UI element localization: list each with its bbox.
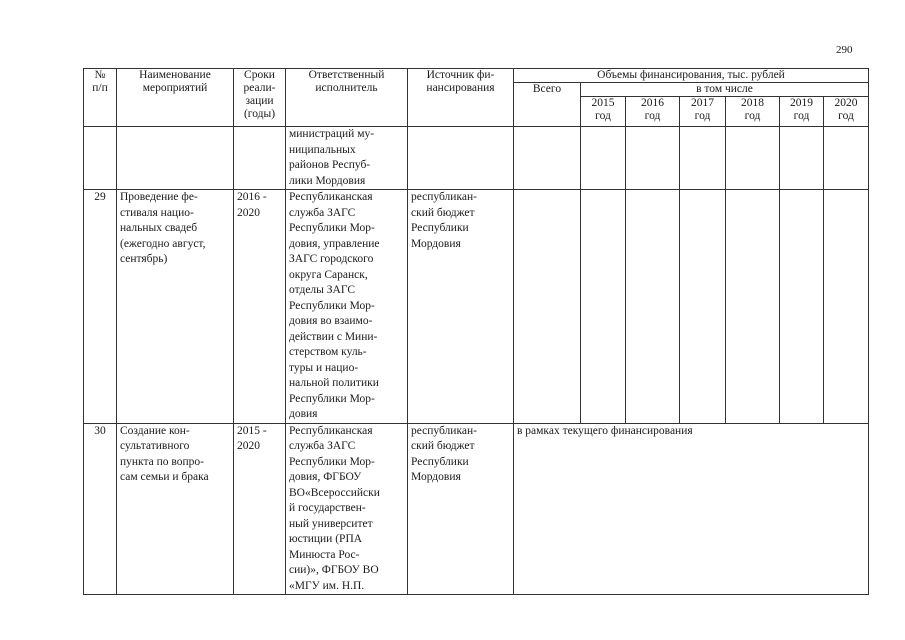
table-row [84,423,869,595]
row-year-value [581,190,626,424]
row-terms: 2015 - 2020 [234,423,286,595]
header-name: Наименование мероприятий [117,69,234,127]
row-name: Проведение фе- стиваля нацио- нальных свадеб (ежегодно август, сентябрь) [117,190,234,424]
header-terms: Сроки реали- зации (годы) [234,69,286,127]
row-year-value [824,127,869,190]
row-funding-note: в рамках текущего финансирования [514,423,869,595]
header-year: 2015 год [581,97,626,127]
header-funding: Объемы финансирования, тыс. рублей [514,69,869,83]
header-including: в том числе [581,83,869,97]
row-year-value [780,127,824,190]
header-row [84,69,869,83]
row-year-value [726,127,780,190]
header-year: 2017 год [680,97,726,127]
header-num: № п/п [84,69,117,127]
row-total [514,127,581,190]
row-responsible: Республиканская служба ЗАГС Республики Мор- довия, управление ЗАГС городского округа Саранск, отделы ЗАГС Республики Мор- довия во взаимо- действии с Мини- стерством куль- туры и нацио- нальной политики Республики Мор- довия [286,190,408,424]
row-year-value [626,127,680,190]
row-name [117,127,234,190]
row-year-value [726,190,780,424]
row-year-value [824,190,869,424]
row-year-value [581,127,626,190]
header-source: Источник фи- нансирования [408,69,514,127]
header-year: 2019 год [780,97,824,127]
row-source: республикан- ский бюджет Республики Мордовия [408,190,514,424]
row-responsible: министраций му- ниципальных районов Респуб- лики Мордовия [286,127,408,190]
row-year-value [680,127,726,190]
row-year-value [780,190,824,424]
row-source [408,127,514,190]
table-row [84,127,869,190]
row-responsible: Республиканская служба ЗАГС Республики Мор- довия, ФГБОУ ВО«Всероссийски й государствен- ный университет юстиции (РПА Минюста Рос- сии)», ФГБОУ ВО «МГУ им. Н.П. [286,423,408,595]
header-year: 2020 год [824,97,869,127]
page-number: 290 [836,44,853,56]
header-year: 2018 год [726,97,780,127]
row-terms: 2016 - 2020 [234,190,286,424]
table-row [84,190,869,424]
row-total [514,190,581,424]
row-source: республикан- ский бюджет Республики Мордовия [408,423,514,595]
activities-table [83,68,869,595]
row-year-value [626,190,680,424]
header-total: Всего [514,83,581,127]
row-terms [234,127,286,190]
header-year: 2016 год [626,97,680,127]
row-name: Создание кон- сультативного пункта по вопро- сам семьи и брака [117,423,234,595]
row-num [84,127,117,190]
header-responsible: Ответственный исполнитель [286,69,408,127]
row-num: 30 [84,423,117,595]
row-year-value [680,190,726,424]
row-num: 29 [84,190,117,424]
